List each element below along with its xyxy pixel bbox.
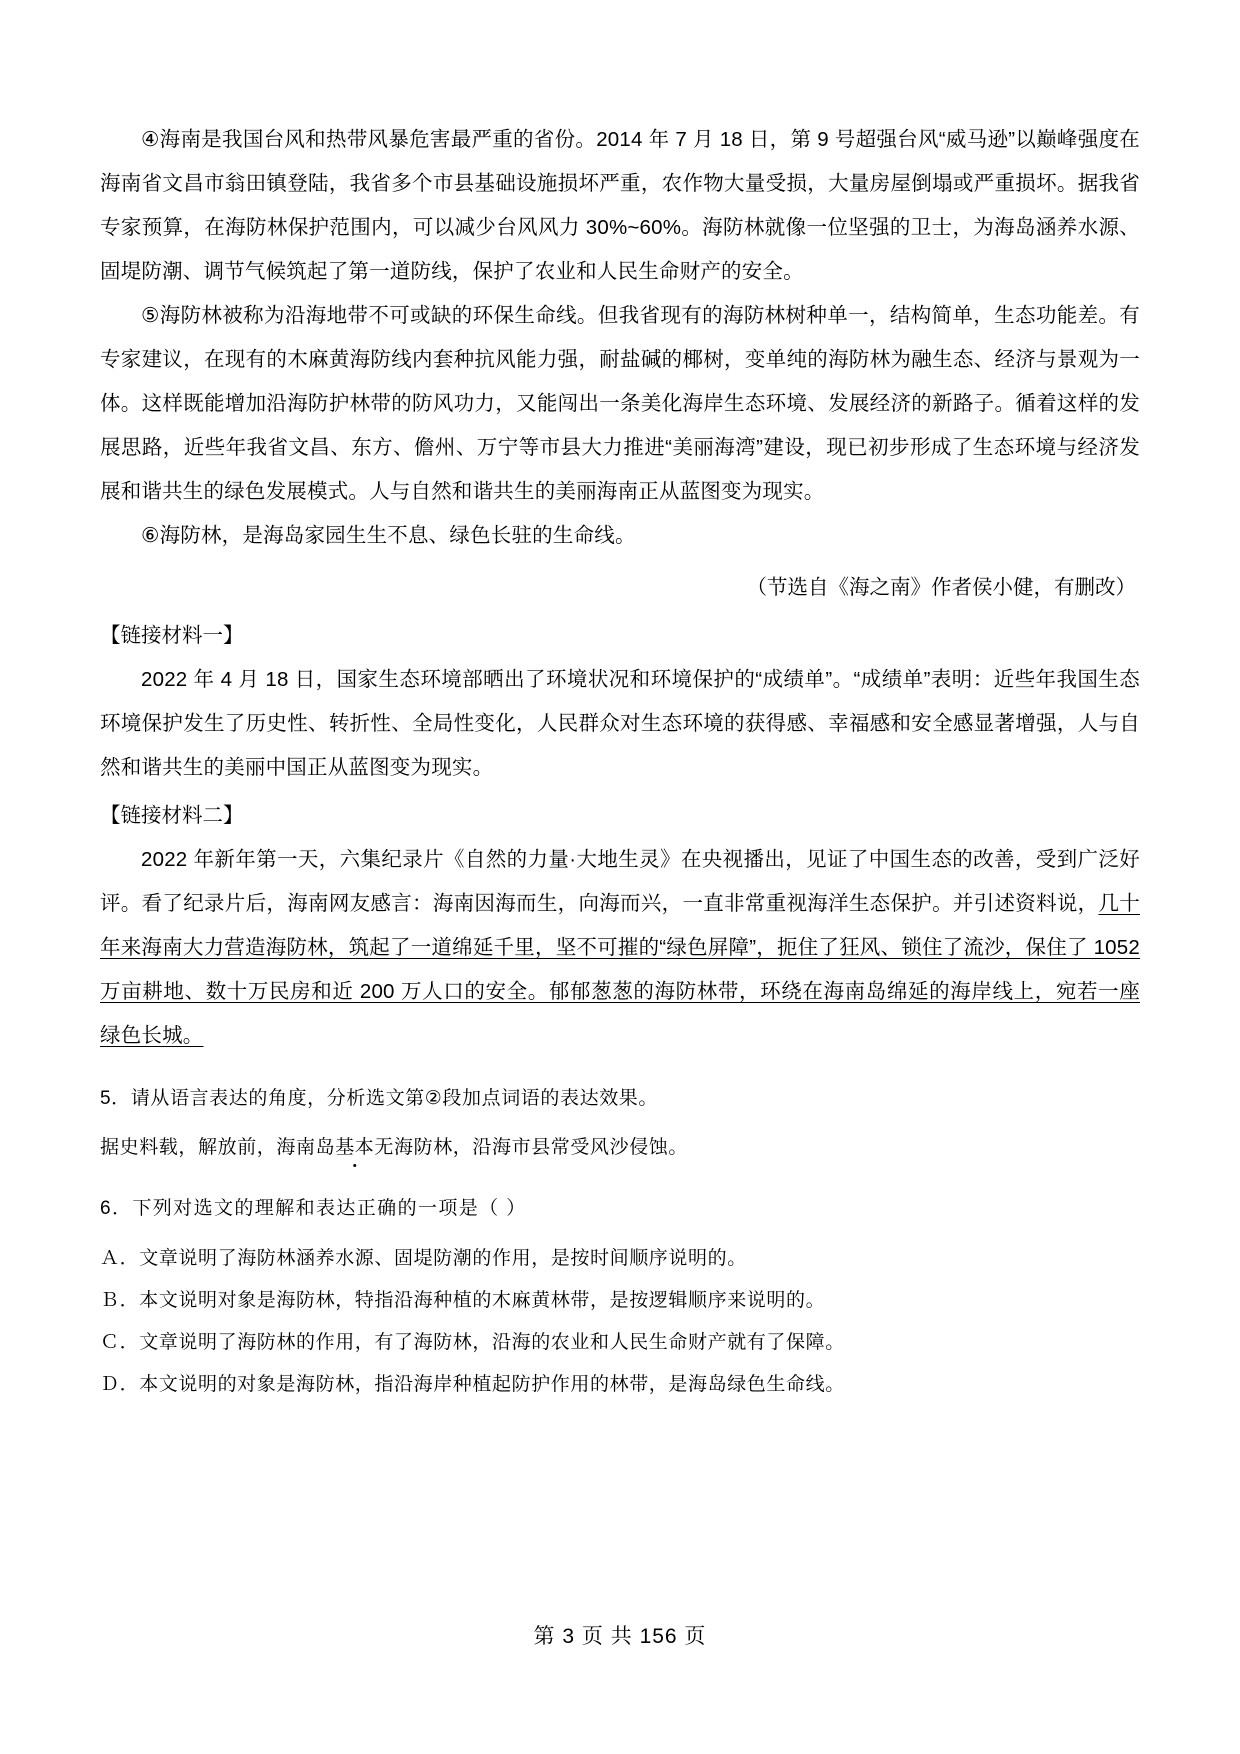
question-5-quote-after: 无海防林，沿海市县常受风沙侵蚀。 xyxy=(374,1137,689,1158)
question-5-quote-before: 据史料载，解放前，海南岛 xyxy=(100,1137,336,1158)
question-5-quote-emphasis: 基本 xyxy=(335,1137,375,1158)
question-6-stem xyxy=(100,1188,1140,1230)
material-two-text xyxy=(100,838,1140,1058)
page-footer: 第 3 页 共 156 页 xyxy=(533,1625,707,1648)
material-one-label: 【链接材料一】 xyxy=(100,624,244,647)
material-one-text: 2022 年 4 月 18 日，国家生态环境部晒出了环境状况和环境保护的“成绩单”。“成绩单”表明：近些年我国生态环境保护发生了历史性、转折性、全局性变化，人民群众对生态环境的获得感、幸福感和安全感显著增强，人与自然和谐共生的美丽中国正从蓝图变为现实。 xyxy=(100,668,1140,779)
passage-paragraph-6: ⑥海防林，是海岛家园生生不息、绿色长驻的生命线。 xyxy=(141,524,636,547)
emphasis-dot-row xyxy=(100,1120,1140,1134)
material-two-label: 【链接材料二】 xyxy=(100,804,244,827)
passage-attribution: （节选自《海之南》作者侯小健，有删改） xyxy=(746,576,1136,599)
option-d[interactable]: Ｄ．本文说明的对象是海防林，指沿海岸种植起防护作用的林带，是海岛绿色生命线。 xyxy=(100,1374,845,1395)
question-6-stem-text: ．下列对选文的理解和表达正确的一项是（ ） xyxy=(111,1198,527,1219)
question-6-number: 6 xyxy=(100,1198,112,1219)
question-6 xyxy=(100,1188,1140,1406)
option-b[interactable]: Ｂ．本文说明对象是海防林，特指沿海种植的木麻黄林带，是按逻辑顺序来说明的。 xyxy=(100,1290,826,1311)
question-5-stem-text: ．请从语言表达的角度，分析选文第②段加点词语的表达效果。 xyxy=(111,1088,659,1109)
option-a[interactable]: Ａ．文章说明了海防林涵养水源、固堤防潮的作用，是按时间顺序说明的。 xyxy=(100,1248,747,1269)
question-5-number: 5 xyxy=(100,1088,112,1109)
material-two-text-plain: 2022 年新年第一天，六集纪录片《自然的力量·大地生灵》在央视播出，见证了中国生态的改善，受到广泛好评。看了纪录片后，海南网友感言：海南因海而生，向海而兴，一直非常重视海洋生态保护。并引述资料说， xyxy=(100,848,1140,915)
question-5-quote xyxy=(100,1134,1140,1162)
material-two-text-underlined: 几十年来海南大力营造海防林，筑起了一道绵延千里，坚不可摧的“绿色屏障”，扼住了狂风、锁住了流沙，保住了 1052 万亩耕地、数十万民房和近 200 万人口的安全。郁郁葱葱的海防林带，环绕在海南岛绵延的海岸线上，宛若一座绿色长城。 xyxy=(100,892,1140,1047)
option-c[interactable]: Ｃ．文章说明了海防林的作用，有了海防林，沿海的农业和人民生命财产就有了保障。 xyxy=(100,1332,845,1353)
question-5-stem xyxy=(100,1078,1140,1120)
passage-paragraph-5: ⑤海防林被称为沿海地带不可或缺的环保生命线。但我省现有的海防林树种单一，结构简单，生态功能差。有专家建议，在现有的木麻黄海防线内套种抗风能力强，耐盐碱的椰树，变单纯的海防林为融生态、经济与景观为一体。这样既能增加沿海防护林带的防风功力，又能闯出一条美化海岸生态环境、发展经济的新路子。循着这样的发展思路，近些年我省文昌、东方、儋州、万宁等市县大力推进“美丽海湾”建设，现已初步形成了生态环境与经济发展和谐共生的绿色发展模式。人与自然和谐共生的美丽海南正从蓝图变为现实。 xyxy=(100,304,1140,503)
passage-paragraph-4: ④海南是我国台风和热带风暴危害最严重的省份。2014 年 7 月 18 日，第 9 号超强台风“威马逊”以巅峰强度在海南省文昌市翁田镇登陆，我省多个市县基础设施损坏严重，农作物大量受损，大量房屋倒塌或严重损坏。据我省专家预算，在海防林保护范围内，可以减少台风风力 30%~60%。海防林就像一位坚强的卫士，为海岛涵养水源、固堤防潮、调节气候筑起了第一道防线，保护了农业和人民生命财产的安全。 xyxy=(100,128,1140,283)
question-5 xyxy=(100,1078,1140,1162)
question-6-options xyxy=(100,1238,1140,1406)
